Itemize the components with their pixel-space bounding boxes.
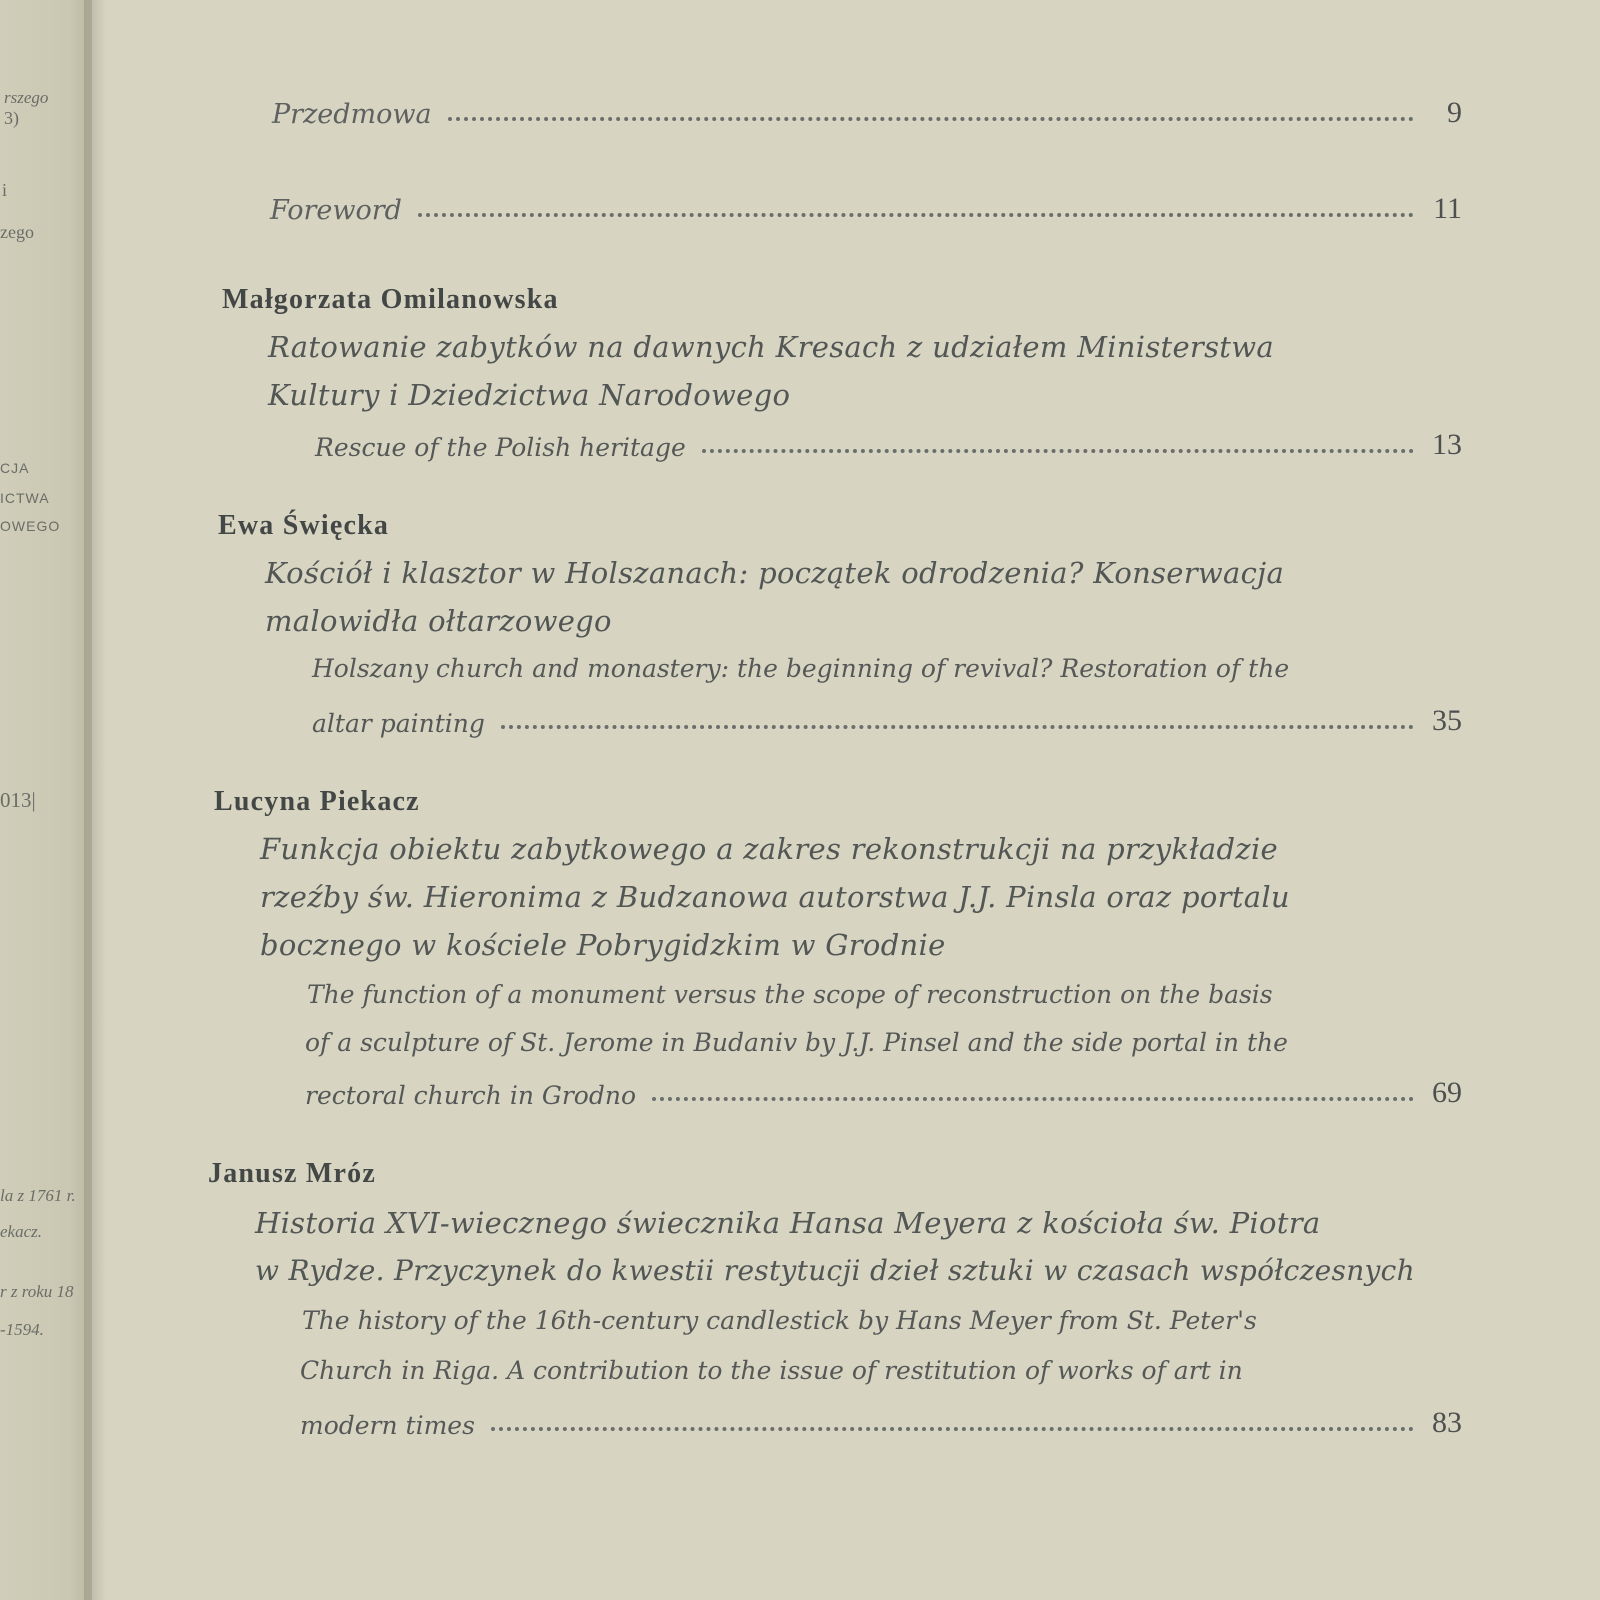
facing-page-fragment: 013| xyxy=(0,788,36,812)
page-number: 83 xyxy=(1432,1406,1462,1439)
dot-leader xyxy=(448,117,1414,121)
facing-page-fragment: i xyxy=(2,180,8,200)
author-name: Małgorzata Omilanowska xyxy=(222,284,559,315)
entry-title-line: Kultury i Dziedzictwa Narodowego xyxy=(268,378,791,412)
author-name: Lucyna Piekacz xyxy=(214,786,420,817)
facing-page-fragment: ekacz. xyxy=(0,1222,43,1241)
facing-page-fragment: CJA xyxy=(0,460,30,476)
entry-english-line: The function of a monument versus the scope of reconstruction on the basis xyxy=(307,980,1273,1009)
facing-page-fragment: rszego xyxy=(4,88,49,107)
facing-page-fragment: OWEGO xyxy=(0,518,61,534)
toc-entry-foreword xyxy=(270,192,1462,226)
preface-title: Przedmowa xyxy=(272,99,432,130)
entry-english-line: of a sculpture of St. Jerome in Budaniv by J.J. Pinsel and the side portal in the xyxy=(305,1028,1288,1057)
entry-english-last-line: rectoral church in Grodno 69 xyxy=(305,1076,1462,1110)
entry-english-last-line: modern times 83 xyxy=(300,1406,1462,1440)
entry-english-line: Holszany church and monastery: the beginning of revival? Restoration of the xyxy=(312,654,1290,683)
entry-title-line: Funkcja obiektu zabytkowego a zakres rekonstrukcji na przykładzie xyxy=(260,832,1279,866)
entry-title-line: bocznego w kościele Pobrygidzkim w Grodnie xyxy=(260,928,946,962)
author-name: Janusz Mróz xyxy=(208,1158,376,1189)
toc-entry-preface xyxy=(272,96,1462,130)
facing-page-fragment: la z 1761 r. xyxy=(0,1186,76,1205)
entry-title-line: w Rydze. Przyczynek do kwestii restytucji dzieł sztuki w czasach współczesnych xyxy=(255,1254,1415,1287)
entry-english-last-line: altar painting 35 xyxy=(312,704,1462,738)
dot-leader xyxy=(702,449,1414,453)
facing-page-fragment: 3) xyxy=(4,108,19,128)
facing-page-fragment: ICTWA xyxy=(0,490,50,506)
facing-page-fragment: -1594. xyxy=(0,1320,44,1339)
dot-leader xyxy=(491,1427,1414,1431)
dot-leader xyxy=(418,213,1414,217)
page-number: 13 xyxy=(1432,428,1462,461)
foreword-title: Foreword xyxy=(270,195,402,226)
entry-title-line: Kościół i klasztor w Holszanach: początek odrodzenia? Konserwacja xyxy=(265,556,1285,590)
dot-leader xyxy=(652,1097,1414,1101)
entry-title-line: rzeźby św. Hieronima z Budzanowa autorstwa J.J. Pinsla oraz portalu xyxy=(260,880,1290,914)
entry-title-line: Ratowanie zabytków na dawnych Kresach z udziałem Ministerstwa xyxy=(268,330,1274,364)
entry-english-title: Rescue of the Polish heritage 13 xyxy=(315,428,1462,462)
page-number: 35 xyxy=(1432,704,1462,737)
entry-title-line: Historia XVI-wiecznego świecznika Hansa Meyera z kościoła św. Piotra xyxy=(255,1206,1321,1240)
dot-leader xyxy=(501,725,1414,729)
author-name: Ewa Święcka xyxy=(218,510,390,541)
entry-title-line: malowidła ołtarzowego xyxy=(265,604,612,638)
facing-page-fragment: zego xyxy=(0,222,34,242)
page-number: 9 xyxy=(1447,96,1462,129)
page-number: 69 xyxy=(1432,1076,1462,1109)
entry-english-line: The history of the 16th-century candlestick by Hans Meyer from St. Peter's xyxy=(302,1306,1257,1335)
page-number: 11 xyxy=(1433,192,1462,225)
facing-page-fragment: r z roku 18 xyxy=(0,1282,74,1301)
entry-english-line: Church in Riga. A contribution to the issue of restitution of works of art in xyxy=(300,1356,1243,1385)
